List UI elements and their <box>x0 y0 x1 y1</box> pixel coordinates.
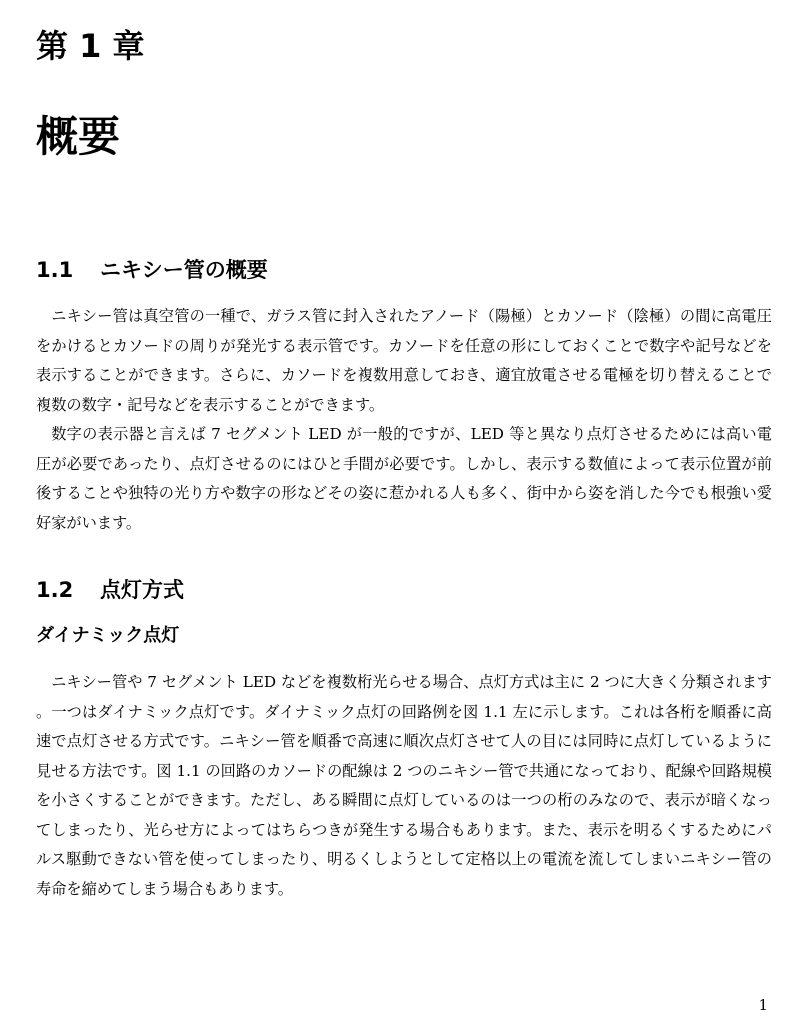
chapter-title: 概要 <box>36 112 121 161</box>
section-title: ニキシー管の概要 <box>100 258 268 282</box>
paragraph-1-1-b: 数字の表示器と言えば 7 セグメント LED が一般的ですが、LED 等と異なり点灯させるためには高い電圧が必要であったり、点灯させるのにはひと手間が必要です。しかし、表示する数値によって表示位置が前後することや独特の光り方や数字の形などその姿に惹かれる人も多く、街中から姿を消した今でも根強い愛好家がいます。 <box>36 425 772 532</box>
section-title: 点灯方式 <box>100 578 184 602</box>
section-number: 1.1 <box>36 258 74 282</box>
paragraph-1-2-a: ニキシー管や 7 セグメント LED などを複数桁光らせる場合、点灯方式は主に 2 つに大きく分類されます。一つはダイナミック点灯です。ダイナミック点灯の回路例を図 1.1 左に示します。これは各桁を順番に高速で点灯させる方式です。ニキシー管を順番で高速に順次点灯させて人の目には同時に点灯しているように見せる方法です。図 1.1 の回路のカソードの配線は 2 つのニキシー管で共通になっており、配線や回路規模を小さくすることができます。ただし、ある瞬間に点灯しているのは一つの桁のみなので、表示が暗くなってしまったり、光らせ方によってはちらつきが発生する場合もあります。また、表示を明るくするためにパルス駆動できない管を使ってしまったり、明るくしようとして定格以上の電流を流してしまいニキシー管の寿命を縮めてしまう場合もあります。 <box>36 673 772 898</box>
paragraph-1-1-a: ニキシー管は真空管の一種で、ガラス管に封入されたアノード（陽極）とカソード（陰極）の間に高電圧をかけるとカソードの周りが発光する表示管です。カソードを任意の形にしておくことで数字や記号などを表示することができます。さらに、カソードを複数用意しておき、適宜放電させる電極を切り替えることで複数の数字・記号などを表示することができます。 <box>36 307 772 414</box>
page-number: 1 <box>758 996 768 1014</box>
section-number: 1.2 <box>36 578 74 602</box>
chapter-label: 第 1 章 <box>36 27 145 65</box>
section-heading-1-2 <box>36 576 184 604</box>
section-heading-1-1 <box>36 256 268 284</box>
document-page <box>36 0 772 1024</box>
subsection-heading-dynamic: ダイナミック点灯 <box>36 625 180 646</box>
